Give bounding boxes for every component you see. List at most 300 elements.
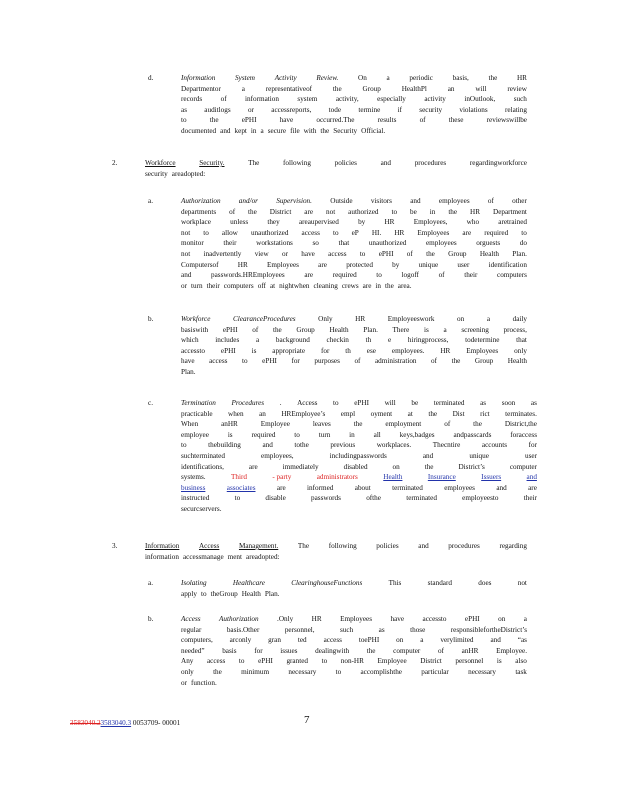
word: in: [349, 430, 355, 439]
word: access: [209, 357, 228, 366]
word: employee: [181, 430, 209, 439]
word: are: [528, 483, 537, 492]
word: Dist: [452, 409, 465, 418]
word: accomplishthe: [360, 667, 402, 676]
word: employees: [438, 197, 470, 205]
word: the: [272, 325, 282, 334]
text-line: [181, 260, 527, 271]
word: regardingworkforce: [469, 159, 527, 167]
word: foraccess: [510, 430, 537, 439]
word: workstations: [256, 239, 293, 248]
text-line: [181, 346, 527, 357]
word: empl: [340, 409, 356, 418]
word: is: [251, 346, 257, 355]
word: Issuers: [481, 473, 502, 482]
word: an: [447, 84, 455, 93]
word: of: [252, 325, 259, 334]
text-line: [181, 678, 527, 689]
word: user: [525, 451, 537, 460]
word: the: [366, 646, 376, 655]
word: security: [145, 169, 168, 178]
word: to: [391, 207, 398, 216]
word: computer: [509, 462, 537, 471]
word: Insurance: [427, 473, 456, 482]
word: HR: [384, 218, 395, 227]
word: turn: [191, 281, 203, 290]
word: previous: [330, 441, 356, 450]
word: at: [269, 281, 276, 290]
word: of: [438, 271, 445, 280]
word: unauthorized: [250, 228, 289, 237]
word: areadopted:: [246, 552, 280, 561]
word: The: [248, 159, 260, 167]
word: policies: [334, 159, 357, 167]
word: Employee.: [496, 646, 527, 655]
word: granted: [286, 657, 308, 666]
item-label-3a: a.: [148, 579, 153, 587]
word: anHR: [461, 646, 479, 655]
section-2a-text: [181, 196, 527, 291]
word: to: [521, 228, 527, 237]
word: relating: [505, 105, 527, 114]
word: HI.: [371, 228, 382, 237]
word: Only: [318, 315, 333, 323]
word: access: [323, 636, 342, 645]
word: employees,: [261, 451, 294, 460]
word: includingpasswords: [329, 451, 387, 460]
word: system: [297, 95, 318, 104]
text-line: [181, 667, 527, 678]
word: passwords: [311, 494, 341, 503]
word: ClearanceProcedures: [233, 315, 296, 323]
word: of: [431, 357, 438, 366]
word: computer: [393, 646, 421, 655]
text-line: [181, 325, 527, 336]
text-line: [145, 541, 527, 552]
word: employees.: [391, 346, 425, 355]
word: or: [281, 249, 288, 258]
word: results: [377, 116, 397, 125]
text-line: [181, 335, 527, 346]
item-label-2c: c.: [148, 399, 153, 407]
word: do: [519, 239, 527, 248]
text-line: [181, 94, 527, 105]
word: passwords.HREmployees: [211, 271, 285, 280]
word: theGroup: [210, 589, 238, 598]
word: checkin: [326, 336, 349, 345]
word: dealingwith: [315, 646, 350, 655]
word: Health: [507, 357, 527, 366]
text-line: [181, 635, 527, 646]
word: periodic: [409, 74, 433, 82]
word: appropriate: [272, 346, 306, 355]
text-line: [145, 552, 527, 563]
word: There: [392, 325, 410, 334]
word: andpasscards: [453, 430, 492, 439]
word: unique: [469, 451, 489, 460]
word: view: [254, 249, 269, 258]
word: the: [209, 116, 219, 125]
word: access: [301, 228, 320, 237]
word: basis.Other: [226, 625, 260, 634]
word: Employees: [466, 346, 499, 355]
word: security: [419, 105, 443, 114]
word: ePHI: [354, 399, 369, 407]
text-line: [145, 158, 527, 169]
word: areadopted:: [171, 169, 206, 178]
section-3-text: [145, 541, 527, 562]
text-line: [181, 356, 527, 367]
word: who: [466, 218, 480, 227]
word: .Only: [277, 615, 294, 623]
word: terminates.: [505, 409, 537, 418]
word: informed: [307, 483, 334, 492]
word: orguests: [476, 239, 501, 248]
word: not: [326, 207, 336, 216]
word: Employee: [377, 657, 407, 666]
word: with: [303, 126, 317, 135]
text-line: [181, 105, 527, 116]
word: all: [373, 430, 381, 439]
word: as: [480, 399, 487, 407]
word: e: [387, 336, 392, 345]
word: on: [392, 462, 400, 471]
word: to: [335, 667, 342, 676]
word: daily: [512, 315, 527, 323]
item-label-2: 2.: [112, 159, 118, 167]
text-line: [181, 314, 527, 325]
word: the: [385, 281, 394, 290]
word: Supervision.: [276, 197, 312, 205]
word: eP: [351, 228, 359, 237]
word: monitor: [181, 239, 204, 248]
text-line: [181, 625, 527, 636]
word: Thecntire: [432, 441, 461, 450]
word: crews: [341, 281, 359, 290]
word: Plan.: [181, 367, 196, 376]
word: or: [247, 105, 254, 114]
word: especially: [377, 95, 406, 104]
word: to: [359, 249, 366, 258]
word: toePHI: [358, 636, 380, 645]
word: are: [462, 228, 472, 237]
word: will: [384, 399, 396, 407]
word: Group: [296, 325, 315, 334]
word: at: [407, 409, 413, 418]
word: Plan.: [264, 589, 280, 598]
word: and: [422, 451, 434, 460]
word: Authorization: [181, 197, 221, 205]
word: on: [498, 615, 506, 623]
word: standard: [427, 579, 452, 587]
word: When: [181, 420, 199, 429]
word: Third: [230, 473, 247, 482]
section-3a-text: [181, 578, 527, 599]
word: employment: [385, 420, 422, 429]
word: are: [318, 260, 327, 269]
word: a: [260, 126, 264, 135]
word: that: [338, 239, 350, 248]
word: information: [145, 552, 179, 561]
word: oyment: [370, 409, 393, 418]
word: to: [332, 228, 339, 237]
word: to: [181, 116, 187, 125]
word: Employees: [340, 615, 373, 623]
word: and: [418, 542, 429, 550]
word: associates: [226, 483, 256, 492]
word: Security: [333, 126, 358, 135]
word: Employeeswork: [387, 315, 435, 323]
word: and/or: [238, 197, 258, 205]
word: arconly: [229, 636, 252, 645]
word: Security.: [199, 159, 225, 167]
word: of: [220, 95, 227, 104]
word: in: [375, 281, 381, 290]
word: to: [321, 657, 328, 666]
word: HR: [311, 615, 322, 623]
word: function.: [191, 678, 217, 687]
word: issues: [280, 646, 298, 655]
word: ePHI: [262, 357, 277, 366]
word: about: [354, 483, 371, 492]
word: unique: [418, 260, 439, 269]
word: computers: [223, 281, 254, 290]
word: and: [490, 636, 501, 645]
word: Employees: [267, 260, 299, 269]
word: and: [496, 483, 507, 492]
word: file: [290, 126, 300, 135]
word: an: [259, 409, 266, 418]
section-2-text: [145, 158, 527, 179]
word: Group: [362, 84, 381, 93]
word: aretrained: [498, 218, 527, 227]
word: workplaces.: [376, 441, 412, 450]
word: required: [332, 271, 357, 280]
word: rict: [480, 409, 490, 418]
word: systems.: [181, 473, 206, 482]
word: Departmentor: [181, 84, 221, 93]
word: to: [376, 271, 382, 280]
word: are: [362, 281, 372, 290]
word: basiswith: [181, 325, 209, 334]
word: also: [515, 657, 527, 666]
text-line: [181, 656, 527, 667]
text-line: [181, 73, 527, 84]
text-line: [181, 462, 537, 473]
word: Official.: [361, 126, 386, 135]
word: particular: [421, 667, 449, 676]
word: allow: [221, 228, 238, 237]
word: Healthcare: [232, 579, 265, 587]
word: of: [229, 207, 236, 216]
word: “as: [517, 636, 527, 645]
word: ePHI: [378, 249, 394, 258]
word: suchterminated: [181, 451, 225, 460]
word: Health: [241, 589, 261, 598]
word: off: [257, 281, 266, 290]
word: and: [380, 159, 392, 167]
text-line: [181, 398, 537, 409]
word: the: [332, 84, 342, 93]
word: as: [530, 399, 537, 407]
word: those: [410, 625, 426, 634]
word: procedures: [414, 159, 447, 167]
word: screening: [461, 325, 489, 334]
word: accessmanage: [182, 552, 224, 561]
word: personnel,: [284, 625, 315, 634]
word: ePHI: [222, 325, 238, 334]
word: cleaning: [313, 281, 338, 290]
text-line: [181, 196, 527, 207]
word: of: [437, 646, 444, 655]
word: to: [200, 589, 207, 598]
word: System: [235, 74, 255, 82]
word: tode: [328, 105, 342, 114]
word: following: [328, 542, 357, 550]
word: other: [512, 197, 527, 205]
word: apply: [181, 589, 197, 598]
word: This: [388, 579, 402, 587]
section-3b-text: [181, 614, 527, 688]
word: administrators: [316, 473, 358, 482]
word: a: [241, 84, 245, 93]
word: - party: [272, 473, 292, 482]
word: the: [426, 249, 435, 258]
word: purposes: [314, 357, 340, 366]
word: ePHI: [258, 657, 273, 666]
text-line: [181, 578, 527, 589]
section-2c-text: [181, 398, 537, 515]
word: personnel: [455, 657, 484, 666]
word: are: [248, 462, 258, 471]
word: user: [457, 260, 470, 269]
word: the: [428, 409, 438, 418]
word: minimum: [241, 667, 270, 676]
word: Employee: [260, 420, 290, 429]
text-line: [181, 367, 527, 378]
word: identifications,: [181, 462, 224, 471]
word: Group: [448, 249, 467, 258]
word: area.: [397, 281, 412, 290]
word: for: [528, 441, 537, 450]
word: inOutlook,: [464, 95, 496, 104]
word: only: [181, 667, 194, 676]
word: regarding: [499, 542, 527, 550]
word: ePHI: [464, 615, 480, 623]
word: their: [464, 271, 478, 280]
word: have: [279, 116, 294, 125]
word: which: [181, 336, 199, 345]
word: needed”: [181, 646, 205, 655]
word: anHR: [221, 420, 238, 429]
word: and: [410, 197, 421, 205]
word: inadvertently: [203, 249, 242, 258]
word: basis: [222, 646, 237, 655]
text-line: [181, 126, 527, 137]
word: the: [320, 126, 330, 135]
word: ofthe: [366, 494, 381, 503]
word: secure: [267, 126, 287, 135]
word: access: [206, 657, 226, 666]
text-line: [181, 270, 527, 281]
word: background: [275, 336, 310, 345]
word: computers,: [181, 636, 213, 645]
word: instructed: [181, 494, 210, 503]
word: District: [420, 657, 442, 666]
word: to: [234, 494, 241, 503]
word: Authorization: [219, 615, 259, 623]
word: immediately: [282, 462, 319, 471]
word: Workforce: [181, 315, 211, 323]
word: Employees,: [413, 218, 448, 227]
word: they: [267, 218, 280, 227]
word: a: [443, 325, 447, 334]
word: will: [475, 84, 487, 93]
word: Information: [145, 542, 180, 550]
text-line: [181, 409, 537, 420]
text-line: [181, 238, 527, 249]
word: .: [279, 399, 282, 407]
word: HR: [470, 207, 481, 216]
word: only: [514, 346, 527, 355]
word: protected: [346, 260, 373, 269]
text-line: [181, 115, 527, 126]
word: turn: [318, 430, 331, 439]
word: these: [448, 116, 464, 125]
word: on: [457, 315, 465, 323]
word: accessreports,: [271, 105, 312, 114]
word: terminated: [433, 399, 465, 407]
word: soon: [501, 399, 516, 407]
word: unauthorized: [368, 239, 407, 248]
word: representativeof: [265, 84, 313, 93]
word: required: [251, 430, 276, 439]
word: on: [396, 636, 404, 645]
word: Health: [383, 473, 403, 482]
word: Review.: [316, 74, 339, 82]
word: to: [238, 657, 245, 666]
word: in: [250, 126, 257, 135]
word: a: [386, 74, 390, 82]
text-line: [181, 281, 527, 292]
section-d-text: [181, 73, 527, 137]
word: visitors: [370, 197, 392, 205]
word: employees: [444, 483, 475, 492]
word: th: [345, 346, 351, 355]
document-footer-id: [70, 719, 180, 727]
word: todetermine: [465, 336, 500, 345]
word: not: [181, 228, 191, 237]
word: the: [473, 420, 482, 429]
word: nightwhen: [279, 281, 310, 290]
word: Termination: [181, 399, 216, 407]
word: is: [496, 657, 502, 666]
word: by: [358, 218, 366, 227]
word: leaves: [312, 420, 331, 429]
word: HR: [394, 228, 405, 237]
word: occurred.The: [316, 116, 355, 125]
text-line: [181, 472, 537, 483]
word: The: [297, 542, 310, 550]
word: for: [320, 346, 330, 355]
word: auditlogs: [204, 105, 231, 114]
word: logoff: [401, 271, 419, 280]
word: employeesto: [462, 494, 499, 503]
word: kept: [234, 126, 247, 135]
word: terminated: [406, 494, 437, 503]
word: for: [254, 646, 263, 655]
word: to: [242, 357, 248, 366]
